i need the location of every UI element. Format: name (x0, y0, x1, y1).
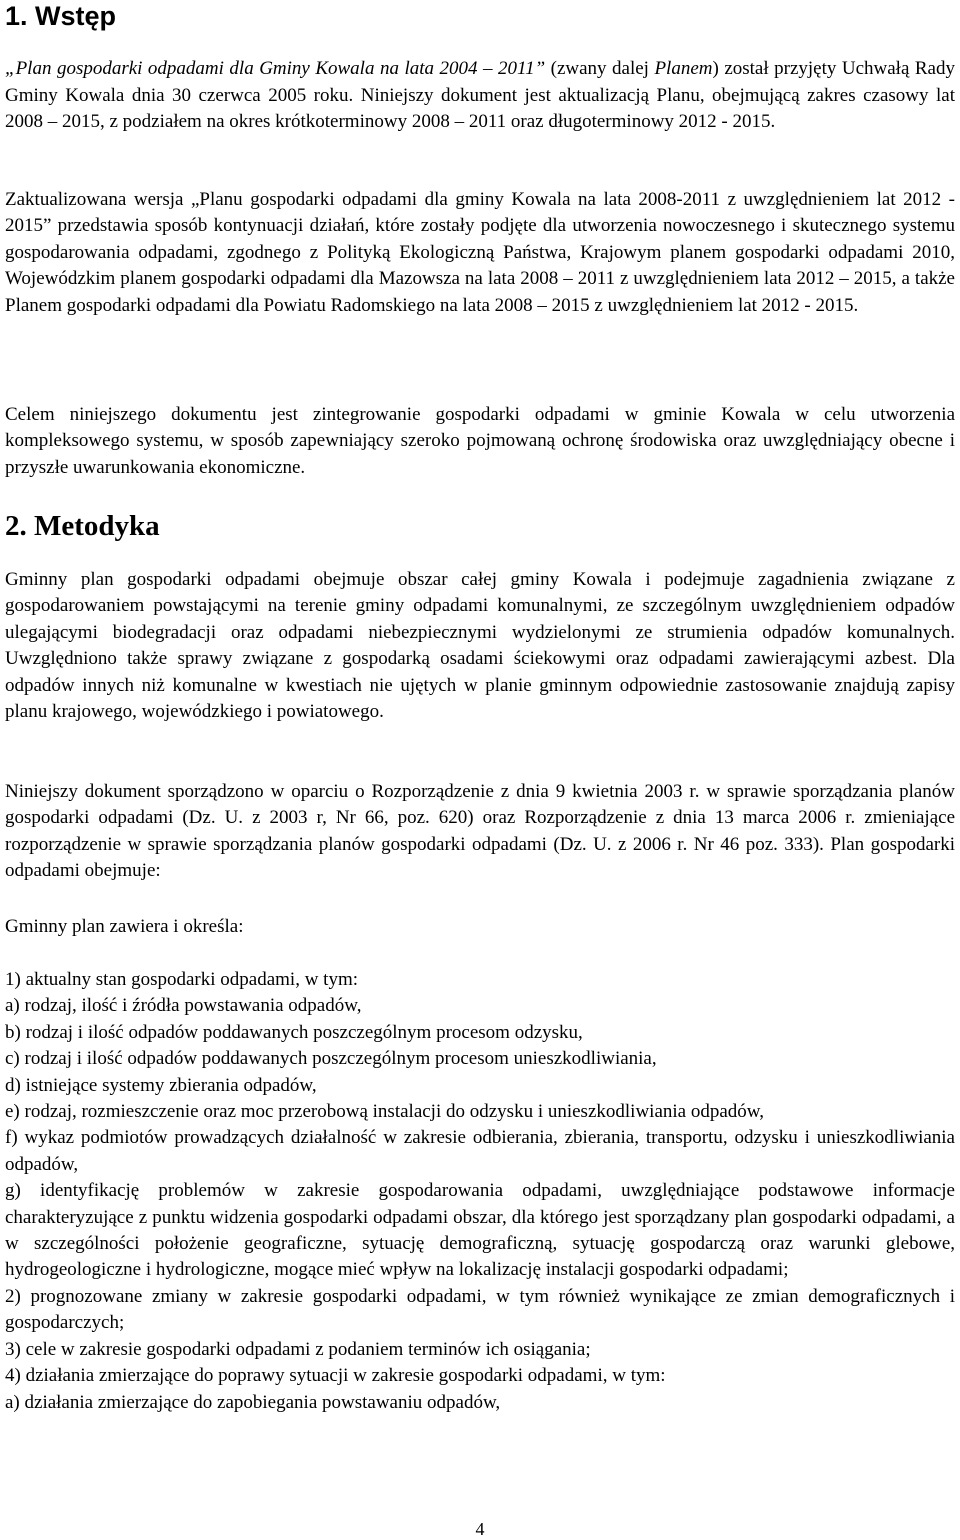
list-item: 4) działania zmierzające do poprawy sytuacji w zakresie gospodarki odpadami, w tym: (5, 1365, 666, 1387)
list-item: a) rodzaj, ilość i źródła powstawania odpadów, (5, 995, 362, 1017)
goal-paragraph (5, 402, 955, 481)
list-item: 3) cele w zakresie gospodarki odpadami z podaniem terminów ich osiągania; (5, 1338, 591, 1360)
intro-text-2: ) został przyjęty Uchwałą Rady Gminy Kowala dnia 30 czerwca 2005 roku. Niniejszy dokument jest aktualizacją Planu, obejmującą zakres czasowy lat 2008 – 2015, z podziałem na okres krótkoterminowy 2008 – 2011 oraz długoterminowy 2012 - 2015. (5, 58, 955, 133)
list-item: f) wykaz podmiotów prowadzących działalność w zakresie odbierania, zbierania, transportu, odzysku i unieszkodliwiania odpadów, (5, 1127, 955, 1175)
list-item: a) działania zmierzające do zapobiegania powstawaniu odpadów, (5, 1391, 501, 1413)
plan-title-italic: „Plan gospodarki odpadami dla Gminy Kowala na lata 2004 – 2011” (5, 58, 546, 79)
planem-italic: Planem (654, 58, 713, 79)
scope-paragraph (5, 567, 955, 725)
plan-contents-intro-text: Gminny plan zawiera i określa: (5, 916, 244, 937)
list-item: d) istniejące systemy zbierania odpadów, (5, 1074, 317, 1096)
update-text: Zaktualizowana wersja „Planu gospodarki odpadami dla gminy Kowala na lata 2008-2011 z uwzględnieniem lat 2012 - 2015” przedstawia sposób kontynuacji działań, które zostały podjęte dla utworzenia nowoczesnego i skutecznego systemu gospodarowania odpadami, zgodnego z Polityką Ekologiczną Państwa, Krajowym planem gospodarki odpadami 2010, Wojewódzkim planem gospodarki odpadami dla Mazowsza na lata 2008 – 2011 z uwzględnieniem lata 2012 – 2015, a także Planem gospodarki odpadami dla Powiatu Radomskiego na lata 2008 – 2015 z uwzględnieniem lat 2012 - 2015. (5, 189, 955, 316)
plan-contents-intro (5, 914, 955, 941)
list-item: b) rodzaj i ilość odpadów poddawanych poszczególnym procesom odzysku, (5, 1021, 583, 1043)
list-item: c) rodzaj i ilość odpadów poddawanych poszczególnym procesom unieszkodliwiania, (5, 1048, 657, 1070)
legal-basis-paragraph (5, 779, 955, 885)
legal-basis-text: Niniejszy dokument sporządzono w oparciu o Rozporządzenie z dnia 9 kwietnia 2003 r. w sprawie sporządzania planów gospodarki odpadami (Dz. U. z 2003 r, Nr 66, poz. 620) oraz Rozporządzenie z dnia 13 marca 2006 r. zmieniające rozporządzenie w sprawie sporządzania planów gospodarki odpadami (Dz. U. z 2006 r. Nr 46 poz. 333). Plan gospodarki odpadami obejmuje: (5, 781, 955, 882)
list-item: 2) prognozowane zmiany w zakresie gospodarki odpadami, w tym również wynikające ze zmian demograficznych i gospodarczych; (5, 1285, 955, 1334)
list-item: g) identyfikację problemów w zakresie gospodarowania odpadami, uwzględniające podstawowe informacje charakteryzujące z punktu widzenia gospodarki odpadami obszar, dla którego jest sporządzany plan gospodarki odpadami, a w szczególności położenie geograficzne, sytuację demograficzną, sytuację gospodarczą oraz warunki glebowe, hydrogeologiczne i hydrologiczne, mogące mieć wpływ na lokalizację instalacji gospodarki odpadami; (5, 1180, 955, 1281)
plan-contents-list (5, 967, 955, 1416)
intro-text-1: (zwany dalej (545, 58, 655, 79)
list-item: e) rodzaj, rozmieszczenie oraz moc przerobową instalacji do odzysku i unieszkodliwiania odpadów, (5, 1101, 765, 1123)
list-item: 1) aktualny stan gospodarki odpadami, w tym: (5, 969, 359, 990)
intro-paragraph (5, 56, 955, 136)
section-heading-wstep: 1. Wstęp (5, 1, 117, 31)
scope-text: Gminny plan gospodarki odpadami obejmuje obszar całej gminy Kowala i podejmuje zagadnienia związane z gospodarowaniem powstającymi na terenie gminy odpadami komunalnymi, ze szczególnym uwzględnieniem odpadów ulegającymi biodegradacji oraz odpadami niebezpiecznymi wydzielonymi ze strumienia odpadów komunalnych. Uwzględniono także sprawy związane z gospodarką osadami ściekowymi oraz odpadami zawierającymi azbest. Dla odpadów innych niż komunalne w kwestiach nie ujętych w planie gminnym odpowiednie zastosowanie znajdują zapisy planu krajowego, wojewódzkiego i powiatowego. (5, 569, 955, 723)
goal-text: Celem niniejszego dokumentu jest zintegrowanie gospodarki odpadami w gminie Kowala w celu utworzenia kompleksowego systemu, w sposób zapewniający szeroko pojmowaną ochronę środowiska oraz uwzględniający obecne i przyszłe uwarunkowania ekonomiczne. (5, 404, 955, 478)
section-heading-metodyka: 2. Metodyka (5, 510, 160, 542)
update-paragraph (5, 187, 955, 319)
page-number: 4 (475, 1519, 485, 1539)
